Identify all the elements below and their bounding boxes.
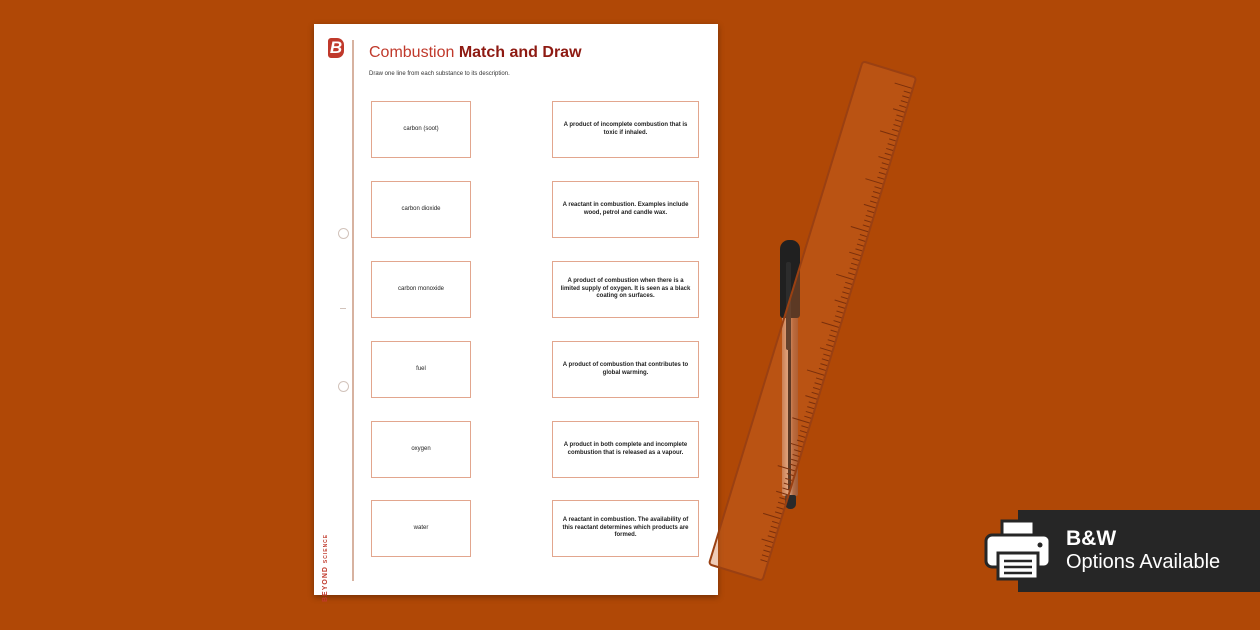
printer-icon bbox=[982, 519, 1054, 581]
ruler-tick bbox=[765, 545, 772, 548]
ruler-tick bbox=[870, 201, 877, 204]
ruler-tick bbox=[778, 502, 785, 505]
punch-hole bbox=[338, 228, 349, 239]
ruler-tick bbox=[893, 108, 905, 112]
badge-subtitle: Options Available bbox=[1066, 551, 1221, 573]
ruler-tick bbox=[792, 454, 799, 457]
badge-title: B&W bbox=[1066, 527, 1117, 550]
ruler-tick bbox=[867, 210, 874, 213]
ruler-tick bbox=[866, 215, 873, 218]
ruler-tick bbox=[768, 535, 775, 538]
ruler-tick bbox=[895, 83, 913, 89]
ruler-tick bbox=[807, 369, 825, 375]
ruler-tick bbox=[886, 148, 893, 151]
ruler-tick bbox=[813, 387, 820, 390]
ruler-tick bbox=[804, 416, 811, 419]
margin-line bbox=[352, 40, 354, 581]
ruler-tick bbox=[772, 521, 779, 524]
ruler-tick bbox=[791, 443, 803, 447]
ruler-tick bbox=[851, 263, 858, 266]
ruler-tick bbox=[828, 339, 835, 342]
ruler-tick bbox=[775, 511, 782, 514]
ruler-tick bbox=[885, 153, 892, 156]
ruler-tick bbox=[880, 167, 887, 170]
ruler-tick bbox=[888, 143, 895, 146]
ruler-tick bbox=[904, 91, 911, 94]
ruler-tick bbox=[826, 344, 833, 347]
ruler-tick bbox=[800, 430, 807, 433]
description-card[interactable]: A product in both complete and incomplete combustion that is released as a vapour. bbox=[552, 421, 699, 478]
ruler-tick bbox=[880, 130, 898, 136]
ruler-tick bbox=[896, 114, 903, 117]
ruler-tick bbox=[857, 244, 864, 247]
ruler-tick bbox=[761, 539, 773, 543]
brand-text bbox=[322, 534, 329, 602]
ruler-tick bbox=[816, 377, 823, 380]
ruler-tick bbox=[785, 478, 792, 481]
brand-name: BEYOND bbox=[322, 566, 329, 602]
ruler-tick bbox=[851, 226, 869, 232]
title-part-1: Combustion bbox=[369, 44, 455, 61]
ruler-tick bbox=[809, 401, 816, 404]
ruler-tick bbox=[855, 248, 862, 251]
ruler-tick bbox=[858, 239, 865, 242]
ruler-tick bbox=[762, 554, 769, 557]
substance-card[interactable]: carbon monoxide bbox=[371, 261, 471, 318]
ruler-tick bbox=[763, 513, 781, 519]
ruler-tick bbox=[763, 550, 770, 553]
substance-card[interactable]: carbon dioxide bbox=[371, 181, 471, 238]
logo-icon: B bbox=[329, 38, 343, 57]
brand-subject: SCIENCE bbox=[323, 533, 329, 564]
ruler-tick bbox=[863, 224, 870, 227]
ruler-tick bbox=[760, 559, 767, 562]
ruler-tick bbox=[873, 191, 880, 194]
ruler-tick bbox=[844, 287, 851, 290]
ruler-tick bbox=[835, 315, 842, 318]
ruler-tick bbox=[798, 435, 805, 438]
worksheet-title bbox=[369, 44, 582, 62]
ruler-tick bbox=[892, 129, 899, 132]
ruler-tick bbox=[778, 465, 796, 471]
ruler-tick bbox=[865, 178, 883, 184]
ruler-tick bbox=[820, 347, 832, 351]
description-card[interactable]: A product of combustion that contributes to global warming. bbox=[552, 341, 699, 398]
ruler-tick bbox=[806, 411, 813, 414]
punch-hole bbox=[338, 381, 349, 392]
ruler-tick bbox=[794, 449, 801, 452]
ruler-tick bbox=[850, 267, 857, 270]
ruler-tick bbox=[901, 100, 908, 103]
ruler-tick bbox=[787, 473, 794, 476]
ruler-tick bbox=[776, 507, 783, 510]
ruler-tick bbox=[871, 196, 878, 199]
ruler-tick bbox=[895, 119, 902, 122]
ruler-tick bbox=[790, 464, 797, 467]
ruler-tick bbox=[814, 382, 821, 385]
substance-card[interactable]: carbon (soot) bbox=[371, 101, 471, 158]
ruler-tick bbox=[874, 186, 881, 189]
substance-card[interactable]: fuel bbox=[371, 341, 471, 398]
ruler-tick bbox=[836, 274, 854, 280]
ruler-tick bbox=[848, 272, 855, 275]
ruler-tick bbox=[784, 483, 791, 486]
substance-card[interactable]: oxygen bbox=[371, 421, 471, 478]
ruler-tick bbox=[834, 300, 846, 304]
ruler-tick bbox=[822, 358, 829, 361]
ruler-tick bbox=[833, 320, 840, 323]
ruler-tick bbox=[805, 395, 817, 399]
ruler-tick bbox=[842, 291, 849, 294]
ruler-tick bbox=[849, 252, 861, 256]
ruler-tick bbox=[878, 156, 890, 160]
punch-mark bbox=[340, 308, 346, 309]
substance-card[interactable]: water bbox=[371, 500, 471, 557]
title-part-2: Match and Draw bbox=[458, 44, 582, 61]
ruler-tick bbox=[899, 105, 906, 108]
ruler-tick bbox=[882, 162, 889, 165]
ruler-tick bbox=[801, 425, 808, 428]
ruler-tick bbox=[860, 234, 867, 237]
ruler-tick bbox=[879, 172, 886, 175]
ruler-tick bbox=[769, 530, 776, 533]
ruler-tick bbox=[841, 296, 848, 299]
ruler bbox=[708, 60, 918, 582]
description-card[interactable]: A product of incomplete combustion that is toxic if inhaled. bbox=[552, 101, 699, 158]
ruler-tick bbox=[877, 177, 884, 180]
ruler-tick bbox=[831, 330, 838, 333]
instruction-text: Draw one line from each substance to its description. bbox=[369, 71, 510, 77]
ruler-tick bbox=[791, 459, 798, 462]
ruler-tick bbox=[838, 306, 845, 309]
ruler-tick bbox=[779, 497, 786, 500]
ruler-tick bbox=[792, 417, 810, 423]
ruler-tick bbox=[864, 220, 871, 223]
description-card[interactable]: A reactant in combustion. Examples include wood, petrol and candle wax. bbox=[552, 181, 699, 238]
ruler-tick bbox=[893, 124, 900, 127]
ruler-tick bbox=[845, 282, 852, 285]
ruler-tick bbox=[836, 311, 843, 314]
ruler-tick bbox=[852, 258, 859, 261]
ruler-tick bbox=[821, 322, 839, 328]
worksheet bbox=[314, 24, 718, 602]
ruler-tick bbox=[782, 487, 789, 490]
ruler-tick bbox=[811, 392, 818, 395]
ruler-tick bbox=[864, 204, 876, 208]
description-card[interactable]: A reactant in combustion. The availability of this reactant determines which products are formed. bbox=[552, 500, 699, 557]
ruler-tick bbox=[819, 368, 826, 371]
ruler-tick bbox=[807, 406, 814, 409]
ruler-tick bbox=[820, 363, 827, 366]
ruler-tick bbox=[771, 526, 778, 529]
ruler-tick bbox=[823, 354, 830, 357]
ruler-tick bbox=[889, 138, 896, 141]
ruler-tick bbox=[797, 440, 804, 443]
ruler-tick bbox=[776, 491, 788, 495]
ruler-tick bbox=[829, 334, 836, 337]
ruler-tick bbox=[902, 95, 909, 98]
description-card[interactable]: A product of combustion when there is a limited supply of oxygen. It is seen as a black coating on surfaces. bbox=[552, 261, 699, 318]
